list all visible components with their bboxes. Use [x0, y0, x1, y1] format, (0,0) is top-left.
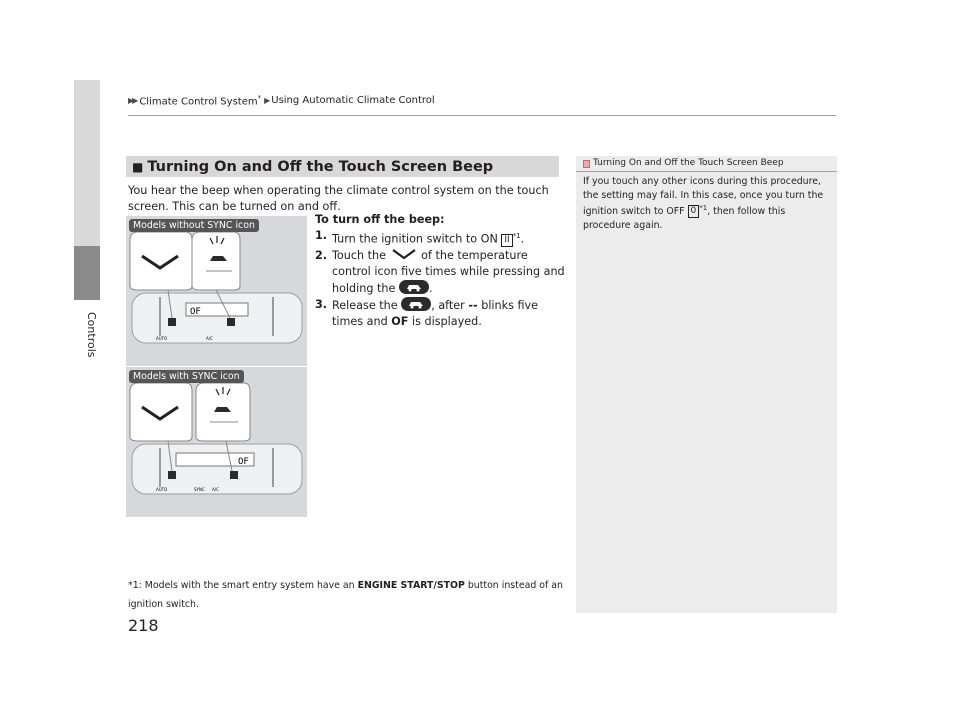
svg-text:OF: OF [190, 307, 201, 317]
page-number: 218 [128, 616, 159, 635]
intro-text: You hear the beep when operating the climate control system on the touch screen. This can be turned on and off. [128, 184, 549, 213]
panel-illustration-without-sync [126, 216, 307, 366]
breadcrumb [128, 94, 435, 107]
breadcrumb-arrow-icon: ▶ [264, 96, 269, 106]
chapter-tab [74, 80, 100, 246]
procedure-title: To turn off the beep: [315, 213, 445, 226]
chapter-tab-active [74, 246, 100, 300]
sidebar-rule [576, 171, 837, 172]
panel-illustration-with-sync [126, 367, 307, 517]
sidebar-heading: Turning On and Off the Touch Screen Beep [576, 158, 837, 168]
svg-text:SYNC: SYNC [194, 487, 205, 492]
svg-text:AUTO: AUTO [156, 336, 168, 341]
step-3: 3. Release the , after -- blinks five times and OF is displayed. [315, 297, 539, 328]
chevron-down-icon [390, 248, 418, 260]
recirculation-car-icon [401, 297, 431, 311]
section-title: Turning On and Off the Touch Screen Beep [147, 158, 494, 175]
section-heading [126, 156, 559, 177]
header-rule [128, 115, 836, 116]
breadcrumb-arrow-icon: ▶▶ [128, 96, 137, 106]
ignition-off-key-icon: 0 [688, 205, 700, 218]
ignition-on-key-icon: II [501, 234, 512, 247]
climate-panel-drawing [126, 367, 307, 517]
breadcrumb-part2[interactable]: Using Automatic Climate Control [271, 95, 435, 107]
svg-text:A/C: A/C [212, 487, 219, 492]
section-marker: ■ [132, 159, 144, 174]
recirculation-car-icon [399, 280, 429, 294]
sidebar-body: If you touch any other icons during this procedure, the setting may fail. In this case, once you turn the ignition switch to OFF 0 $^{*1}$, then follow this procedure again. [583, 176, 824, 231]
svg-text:AUTO: AUTO [156, 487, 168, 492]
breadcrumb-part1[interactable]: Climate Control System* [139, 94, 262, 108]
variant-tag: Models with SYNC icon [129, 370, 244, 383]
procedure [315, 212, 565, 330]
reference-icon [583, 160, 590, 168]
step-1: 1. Turn the ignition switch to ON II $^{*1}$. [315, 229, 525, 246]
step-2: 2. Touch the of the temperature control icon five times while pressing and holding the . [315, 248, 565, 295]
svg-text:A/C: A/C [206, 336, 213, 341]
variant-tag: Models without SYNC icon [129, 219, 259, 232]
climate-panel-drawing [126, 216, 307, 366]
footnote: *1: Models with the smart entry system have an ENGINE START/STOP button instead of an ignition switch. [128, 580, 563, 610]
svg-text:OF: OF [238, 457, 249, 467]
chapter-label: Controls [85, 312, 98, 358]
